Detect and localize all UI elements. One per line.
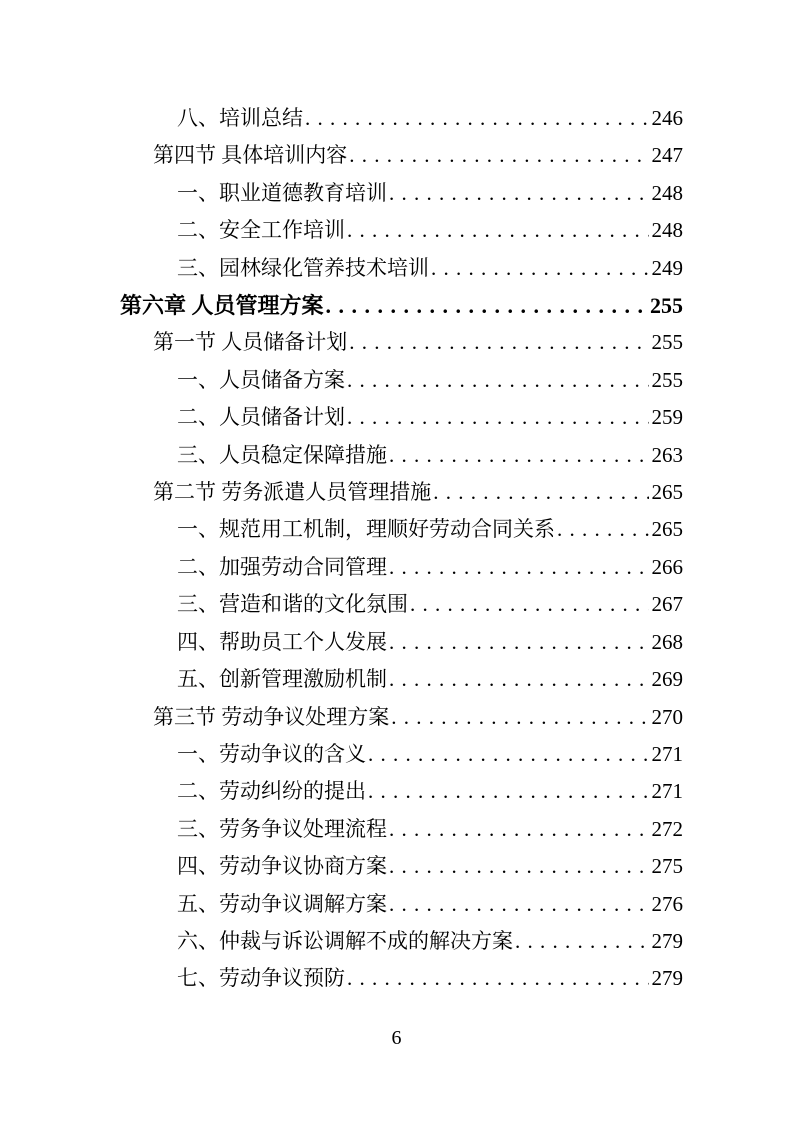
toc-dot-leader xyxy=(389,175,649,212)
toc-entry-title: 八、培训总结 xyxy=(177,106,303,130)
toc-dot-leader xyxy=(349,137,648,174)
toc-entry xyxy=(120,736,683,773)
toc-entry-page-number: 271 xyxy=(651,779,683,804)
toc-entry-page-number: 268 xyxy=(651,629,683,654)
toc-entry-title: 四、劳动争议协商方案 xyxy=(177,854,387,879)
toc-entry-title: 第六章 人员管理方案 xyxy=(120,293,324,319)
toc-dot-leader xyxy=(389,848,649,885)
toc-entry-page-number: 248 xyxy=(651,218,683,243)
toc-entry xyxy=(120,923,683,960)
toc-entry-page-number: 249 xyxy=(651,255,683,280)
toc-entry-page-number: 267 xyxy=(651,592,683,617)
toc-dot-leader xyxy=(389,886,649,923)
toc-entry xyxy=(120,437,683,474)
toc-dot-leader xyxy=(347,362,649,399)
toc-dot-leader xyxy=(389,437,649,474)
toc-entry-page-number: 248 xyxy=(651,180,683,205)
toc-entry xyxy=(120,811,683,848)
toc-dot-leader xyxy=(391,699,648,736)
toc-entry-title: 三、营造和谐的文化氛围 xyxy=(177,592,408,617)
toc-entry xyxy=(120,474,683,511)
toc-dot-leader xyxy=(515,923,649,960)
toc-entry xyxy=(120,549,683,586)
toc-dot-leader xyxy=(368,773,649,810)
toc-entry-title: 第四节 具体培训内容 xyxy=(153,143,348,168)
toc-entry-title: 三、劳务争议处理流程 xyxy=(177,816,387,841)
toc-dot-leader xyxy=(347,212,649,249)
toc-entry xyxy=(120,511,683,548)
toc-dot-leader xyxy=(389,811,649,848)
toc-entry xyxy=(120,699,683,736)
toc-dot-leader xyxy=(368,736,649,773)
toc-entry xyxy=(120,100,683,137)
toc-entry-page-number: 255 xyxy=(650,293,683,319)
toc-entry-page-number: 270 xyxy=(651,704,683,729)
toc-entry-page-number: 279 xyxy=(651,966,683,991)
toc-entry xyxy=(120,848,683,885)
toc-entry-title: 五、创新管理激励机制 xyxy=(177,667,387,692)
toc-entry xyxy=(120,773,683,810)
toc-list xyxy=(120,100,683,998)
toc-entry-title: 二、加强劳动合同管理 xyxy=(177,554,387,579)
toc-entry-title: 三、人员稳定保障措施 xyxy=(177,442,387,467)
toc-entry xyxy=(120,661,683,698)
toc-entry-title: 第二节 劳务派遣人员管理措施 xyxy=(153,480,432,505)
toc-entry xyxy=(120,137,683,174)
toc-dot-leader xyxy=(557,511,649,548)
toc-dot-leader xyxy=(305,100,649,137)
toc-entry-page-number: 259 xyxy=(651,405,683,430)
toc-entry-title: 二、劳动纠纷的提出 xyxy=(177,779,366,804)
toc-dot-leader xyxy=(389,549,649,586)
toc-entry xyxy=(120,624,683,661)
toc-entry xyxy=(120,212,683,249)
toc-entry-title: 四、帮助员工个人发展 xyxy=(177,629,387,654)
toc-entry-title: 第一节 人员储备计划 xyxy=(153,330,348,355)
toc-entry-page-number: 269 xyxy=(651,667,683,692)
toc-entry-page-number: 263 xyxy=(651,442,683,467)
toc-entry-title: 七、劳动争议预防 xyxy=(177,966,345,991)
toc-entry-page-number: 279 xyxy=(651,928,683,953)
toc-entry-title: 一、职业道德教育培训 xyxy=(177,180,387,205)
toc-entry-title: 一、人员储备方案 xyxy=(177,367,345,392)
toc-entry-title: 一、劳动争议的含义 xyxy=(177,741,366,766)
toc-entry-title: 二、人员储备计划 xyxy=(177,405,345,430)
toc-entry-title: 三、园林绿化管养技术培训 xyxy=(177,255,429,280)
toc-dot-leader xyxy=(433,474,648,511)
toc-dot-leader xyxy=(347,399,649,436)
toc-entry xyxy=(120,175,683,212)
toc-dot-leader xyxy=(389,624,649,661)
toc-entry xyxy=(120,960,683,997)
toc-entry-page-number: 255 xyxy=(651,367,683,392)
toc-entry-title: 五、劳动争议调解方案 xyxy=(177,891,387,916)
toc-entry-page-number: 266 xyxy=(651,554,683,579)
toc-entry-title: 六、仲裁与诉讼调解不成的解决方案 xyxy=(177,928,513,953)
toc-dot-leader xyxy=(349,324,648,361)
toc-entry xyxy=(120,324,683,361)
toc-entry-page-number: 265 xyxy=(651,480,683,505)
toc-entry-page-number: 275 xyxy=(651,854,683,879)
toc-entry xyxy=(120,287,683,324)
toc-entry-page-number: 246 xyxy=(651,106,683,130)
toc-entry-page-number: 276 xyxy=(651,891,683,916)
toc-entry-title: 一、规范用工机制，理顺好劳动合同关系 xyxy=(177,517,555,542)
toc-entry-page-number: 272 xyxy=(651,816,683,841)
toc-entry xyxy=(120,362,683,399)
toc-entry-page-number: 247 xyxy=(651,143,683,168)
footer-page-number: 6 xyxy=(391,1027,402,1049)
toc-entry xyxy=(120,586,683,623)
toc-dot-leader xyxy=(431,250,649,287)
toc-entry-page-number: 271 xyxy=(651,741,683,766)
toc-dot-leader xyxy=(389,661,649,698)
toc-dot-leader xyxy=(326,287,647,324)
toc-entry-title: 第三节 劳动争议处理方案 xyxy=(153,704,390,729)
toc-entry-page-number: 265 xyxy=(651,517,683,542)
toc-dot-leader xyxy=(410,586,649,623)
toc-entry xyxy=(120,250,683,287)
toc-entry xyxy=(120,399,683,436)
toc-entry-page-number: 255 xyxy=(651,330,683,355)
toc-entry xyxy=(120,886,683,923)
toc-entry-title: 二、安全工作培训 xyxy=(177,218,345,243)
toc-dot-leader xyxy=(347,960,649,997)
